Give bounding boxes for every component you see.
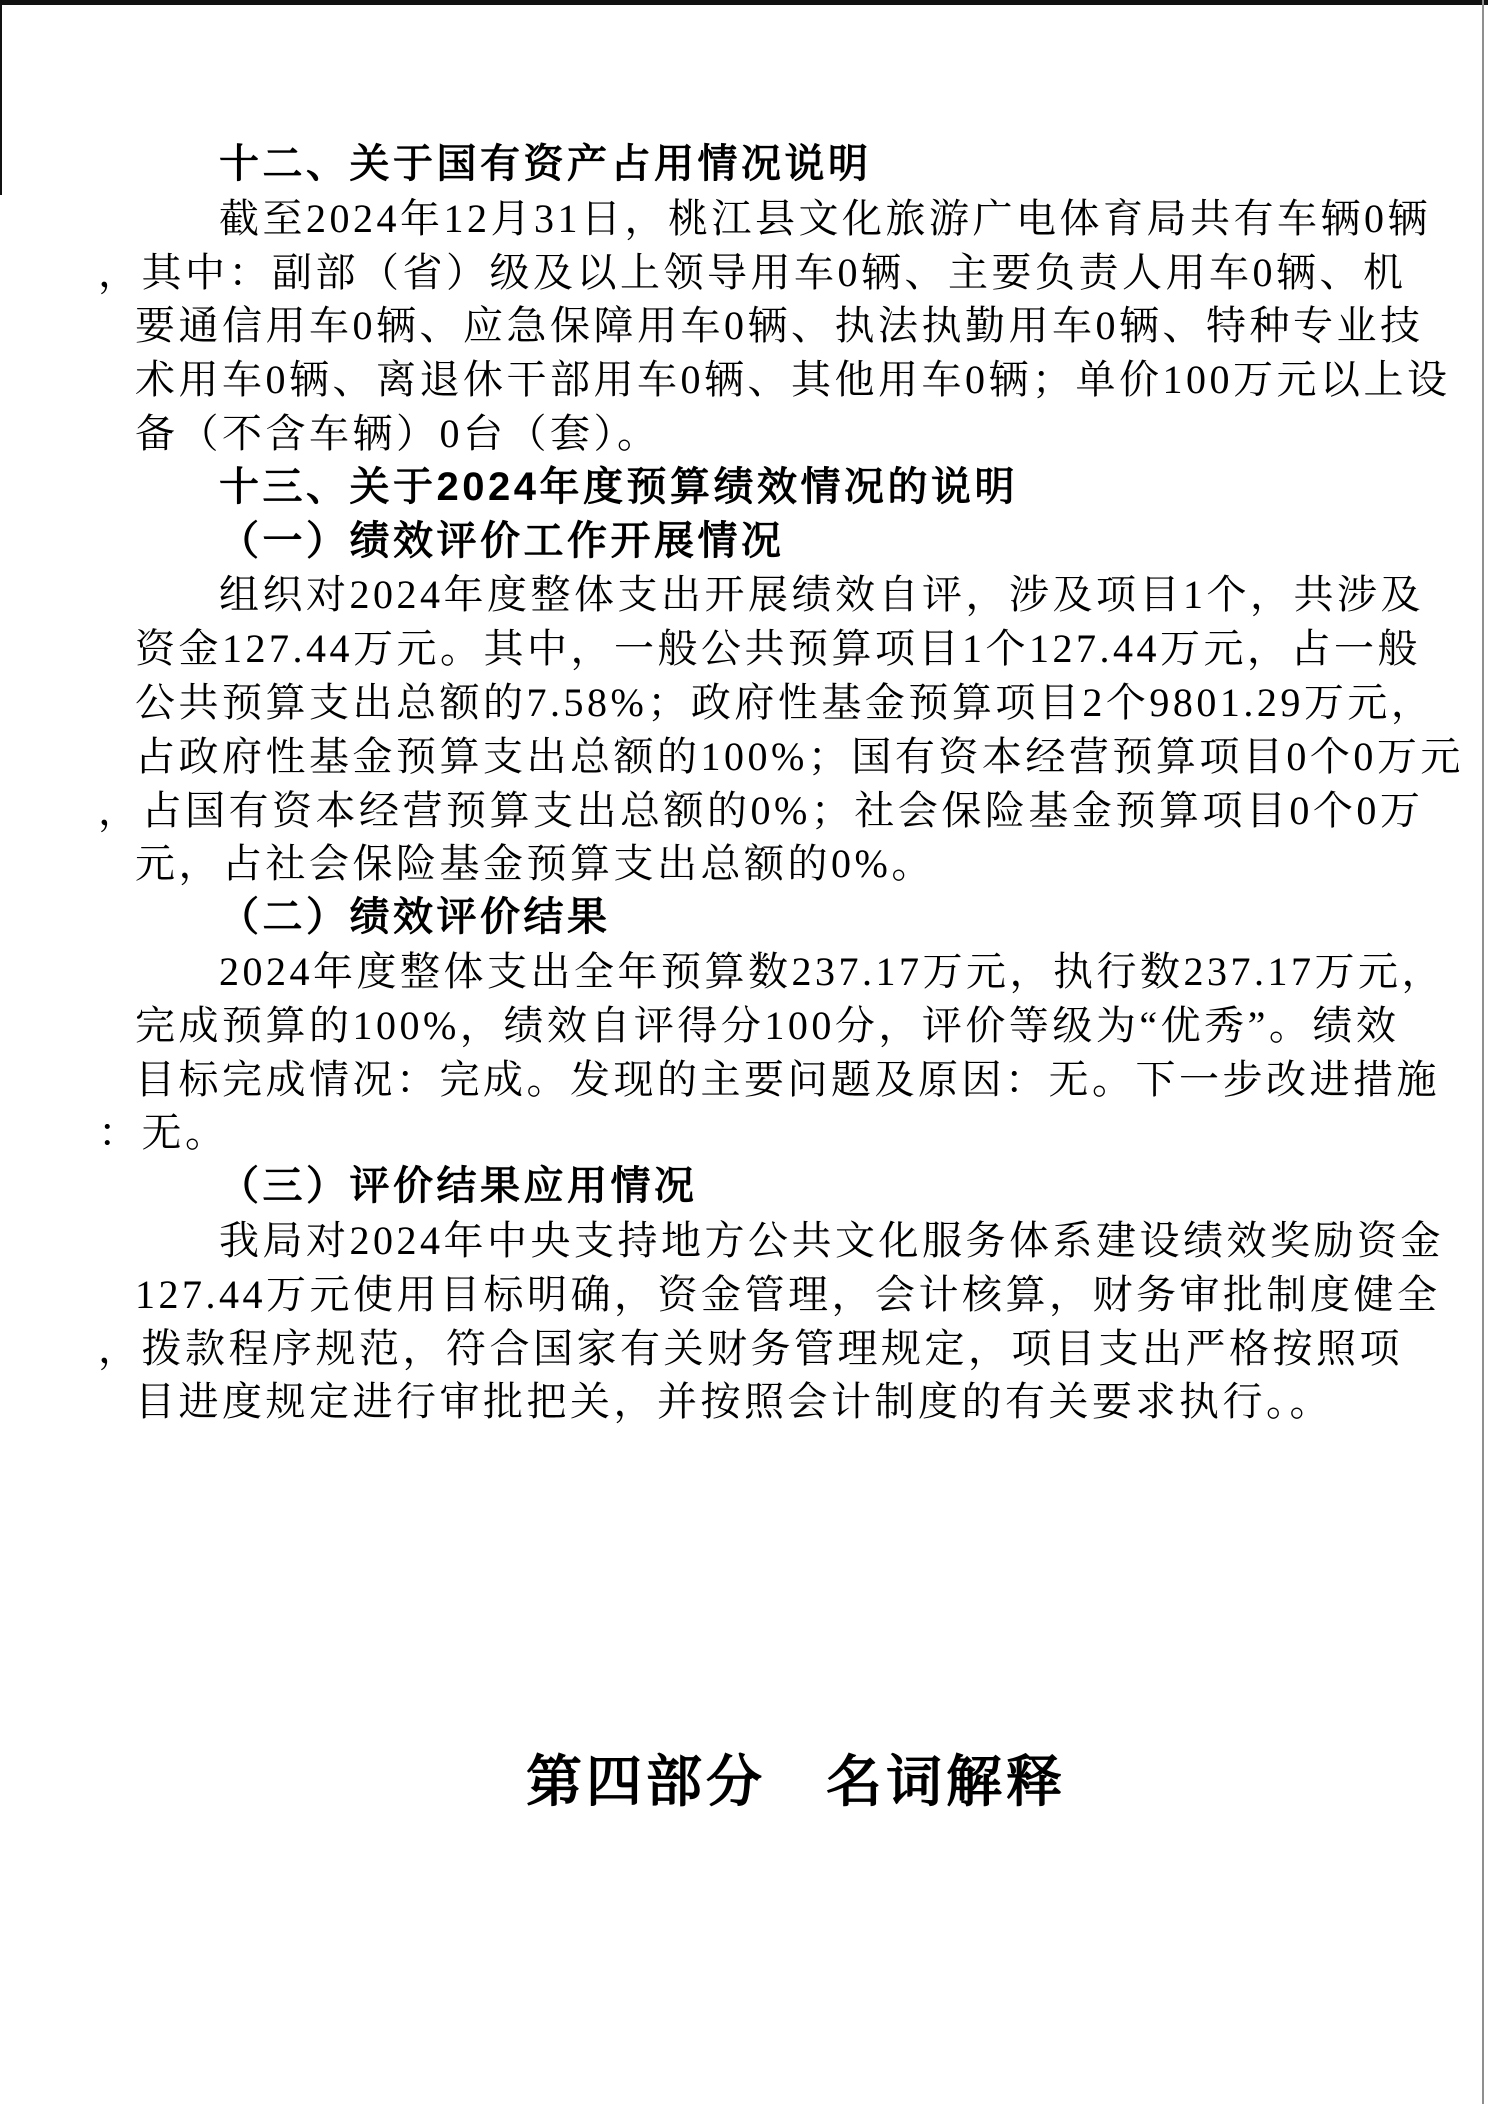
text-line: ，其中：副部（省）级及以上领导用车0辆、主要负责人用车0辆、机 bbox=[98, 249, 1407, 295]
text-line: （三）评价结果应用情况 bbox=[219, 1164, 698, 1209]
text-line: （一）绩效评价工作开展情况 bbox=[219, 518, 785, 563]
text-line: 组织对2024年度整体支出开展绩效自评，涉及项目1个，共涉及 bbox=[219, 572, 1424, 618]
text-line: ：无。 bbox=[98, 1110, 229, 1156]
text-line: 备（不含车辆）0台（套）。 bbox=[135, 410, 661, 456]
paragraph bbox=[98, 192, 1457, 461]
text-line: 完成预算的100%，绩效自评得分100分，评价等级为“优秀”。绩效 bbox=[135, 1002, 1400, 1048]
text-line: 目标完成情况：完成。发现的主要问题及原因：无。下一步改进措施 bbox=[135, 1056, 1440, 1102]
section-heading bbox=[135, 1160, 1457, 1214]
text-line: 占政府性基金预算支出总额的100%；国有资本经营预算项目0个0万元 bbox=[135, 733, 1464, 779]
section-heading bbox=[135, 515, 1457, 569]
part-title: 第四部分 名词解释 bbox=[526, 1750, 1066, 1813]
paragraph bbox=[98, 1214, 1457, 1429]
scan-left-edge bbox=[0, 0, 2, 195]
section-heading bbox=[135, 138, 1457, 192]
text-line: ，拨款程序规范，符合国家有关财务管理规定，项目支出严格按照项 bbox=[98, 1325, 1403, 1371]
text-line: 资金127.44万元。其中，一般公共预算项目1个127.44万元，占一般 bbox=[135, 626, 1421, 672]
text-line: 十三、关于2024年度预算绩效情况的说明 bbox=[219, 464, 1018, 509]
text-line: ，占国有资本经营预算支出总额的0%；社会保险基金预算项目0个0万 bbox=[98, 787, 1424, 833]
text-line: 十二、关于国有资产占用情况说明 bbox=[219, 142, 872, 186]
section-heading bbox=[135, 891, 1457, 945]
text-line: 公共预算支出总额的7.58%；政府性基金预算项目2个9801.29万元， bbox=[135, 679, 1435, 725]
text-line: （二）绩效评价结果 bbox=[219, 895, 611, 940]
text-line: 元，占社会保险基金预算支出总额的0%。 bbox=[135, 841, 935, 887]
text-line: 目进度规定进行审批把关，并按照会计制度的有关要求执行。。 bbox=[135, 1379, 1333, 1425]
document-content bbox=[98, 138, 1464, 1429]
text-line: 127.44万元使用目标明确，资金管理，会计核算，财务审批制度健全 bbox=[135, 1271, 1441, 1317]
text-line: 截至2024年12月31日，桃江县文化旅游广电体育局共有车辆0辆 bbox=[219, 195, 1431, 241]
scan-right-edge bbox=[1482, 0, 1484, 2104]
text-line: 我局对2024年中央支持地方公共文化服务体系建设绩效奖励资金 bbox=[219, 1217, 1444, 1263]
text-line: 2024年度整体支出全年预算数237.17万元，执行数237.17万元， bbox=[219, 948, 1445, 994]
text-line: 术用车0辆、离退休干部用车0辆、其他用车0辆；单价100万元以上设 bbox=[135, 357, 1451, 403]
section-heading bbox=[135, 461, 1457, 515]
paragraph bbox=[98, 945, 1457, 1160]
paragraph bbox=[98, 568, 1464, 891]
scan-top-edge bbox=[0, 0, 1488, 5]
text-line: 要通信用车0辆、应急保障用车0辆、执法执勤用车0辆、特种专业技 bbox=[135, 303, 1424, 349]
